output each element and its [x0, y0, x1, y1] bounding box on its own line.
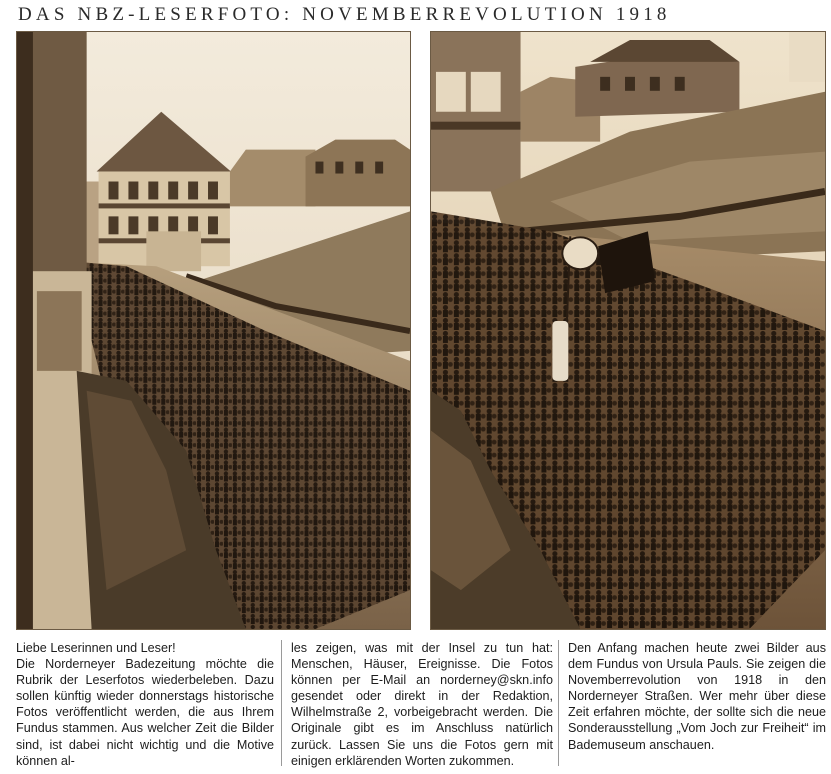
column-divider — [281, 640, 282, 766]
photo-marchers-with-banner — [430, 31, 826, 630]
intro-column-2 — [291, 640, 553, 769]
column-2-body: les zeigen, was mit der Insel zu tun hat: Menschen, Häuser, Ereignisse. Die Fotos können per E-Mail an norderney@skn.info gesendet oder direkt in der Redaktion, Wilhelmstraße 2, vorbeigebracht werden. Die Originale gibt es im Anschluss natürlich zurück. Lassen Sie uns die Fotos gern mit einigen erklärenden Worten zukommen. — [291, 641, 553, 768]
intro-column-1 — [16, 640, 274, 769]
column-1-body: Die Norderneyer Badezeitung möchte die Rubrik der Leserfotos wiederbeleben. Dazu sollen künftig wieder donnerstags historische Fotos veröffentlicht werden, die aus Ihrem Fundus stammen. Aus welcher Zeit die Bilder sind, ist dabei nicht wichtig und die Motive können al- — [16, 657, 274, 768]
photo-houses-street-procession — [16, 31, 411, 630]
intro-column-3 — [568, 640, 826, 753]
column-3-body: Den Anfang machen heute zwei Bilder aus dem Fundus von Ursula Pauls. Sie zeigen die Novemberrevolution von 1918 in den Norderneyer Straßen. Wer mehr über diese Zeit erfahren möchte, der sollte sich die neue Sonderausstellung „Vom Joch zur Freiheit“ im Bademuseum anschauen. — [568, 641, 826, 752]
column-divider — [558, 640, 559, 766]
page-headline: DAS NBZ-LESERFOTO: NOVEMBERREVOLUTION 1918 — [18, 4, 671, 25]
sepia-photo-right — [431, 32, 825, 629]
greeting-line: Liebe Leserinnen und Leser! — [16, 641, 176, 655]
sepia-photo-left — [17, 32, 410, 629]
